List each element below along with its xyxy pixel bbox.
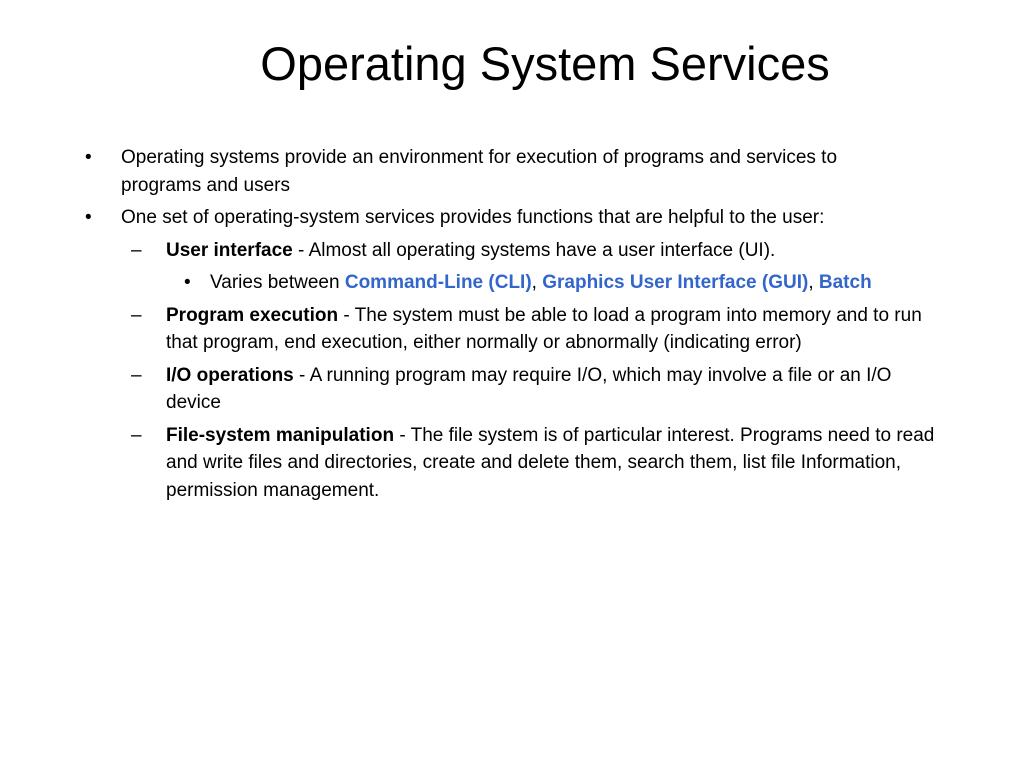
sub-item-program-execution — [131, 302, 942, 357]
term-label: Program execution — [166, 304, 339, 326]
gui-label: Graphics User Interface (GUI) — [542, 272, 809, 293]
slide-content — [0, 144, 1024, 509]
dash-icon: – — [131, 424, 142, 446]
varies-prefix: Varies between — [210, 272, 345, 293]
dash-icon: – — [131, 364, 142, 386]
term-description: - The system must be able to load a program into memory and to run that program, end execution, either normally or abnormally (indicating error) — [166, 304, 922, 353]
term-description: - The file system is of particular interest. Programs need to read and write files and directories, create and delete them, search them, list file Information, permission management. — [166, 424, 935, 501]
bullet-text: Operating systems provide an environment for execution of programs and services to programs and users — [121, 147, 838, 196]
bullet-icon: • — [85, 147, 92, 168]
slide-title: Operating System Services — [260, 37, 830, 90]
dash-icon: – — [131, 304, 142, 326]
sub-item-file-system-manipulation — [131, 422, 942, 505]
term-label: File-system manipulation — [166, 424, 395, 446]
term-description: - A running program may require I/O, which may involve a file or an I/O device — [166, 364, 892, 413]
bullet-icon: • — [85, 207, 92, 228]
bullet-item — [85, 144, 921, 199]
cli-label: Command-Line (CLI) — [344, 272, 532, 293]
dash-icon: – — [131, 239, 142, 261]
sub-item-user-interface — [131, 237, 942, 265]
sub-item-io-operations — [131, 362, 942, 417]
bullet-item — [85, 204, 921, 232]
bullet-text: One set of operating-system services provides functions that are helpful to the user: — [121, 207, 825, 228]
sub-sub-item-varies-between — [184, 269, 930, 297]
separator: , — [531, 272, 543, 293]
term-label: User interface — [166, 239, 293, 261]
term-label: I/O operations — [166, 364, 294, 386]
term-description: - Almost all operating systems have a user interface (UI). — [292, 239, 776, 261]
batch-label: Batch — [818, 272, 872, 293]
bullet-icon: • — [184, 272, 191, 293]
separator: , — [808, 272, 819, 293]
